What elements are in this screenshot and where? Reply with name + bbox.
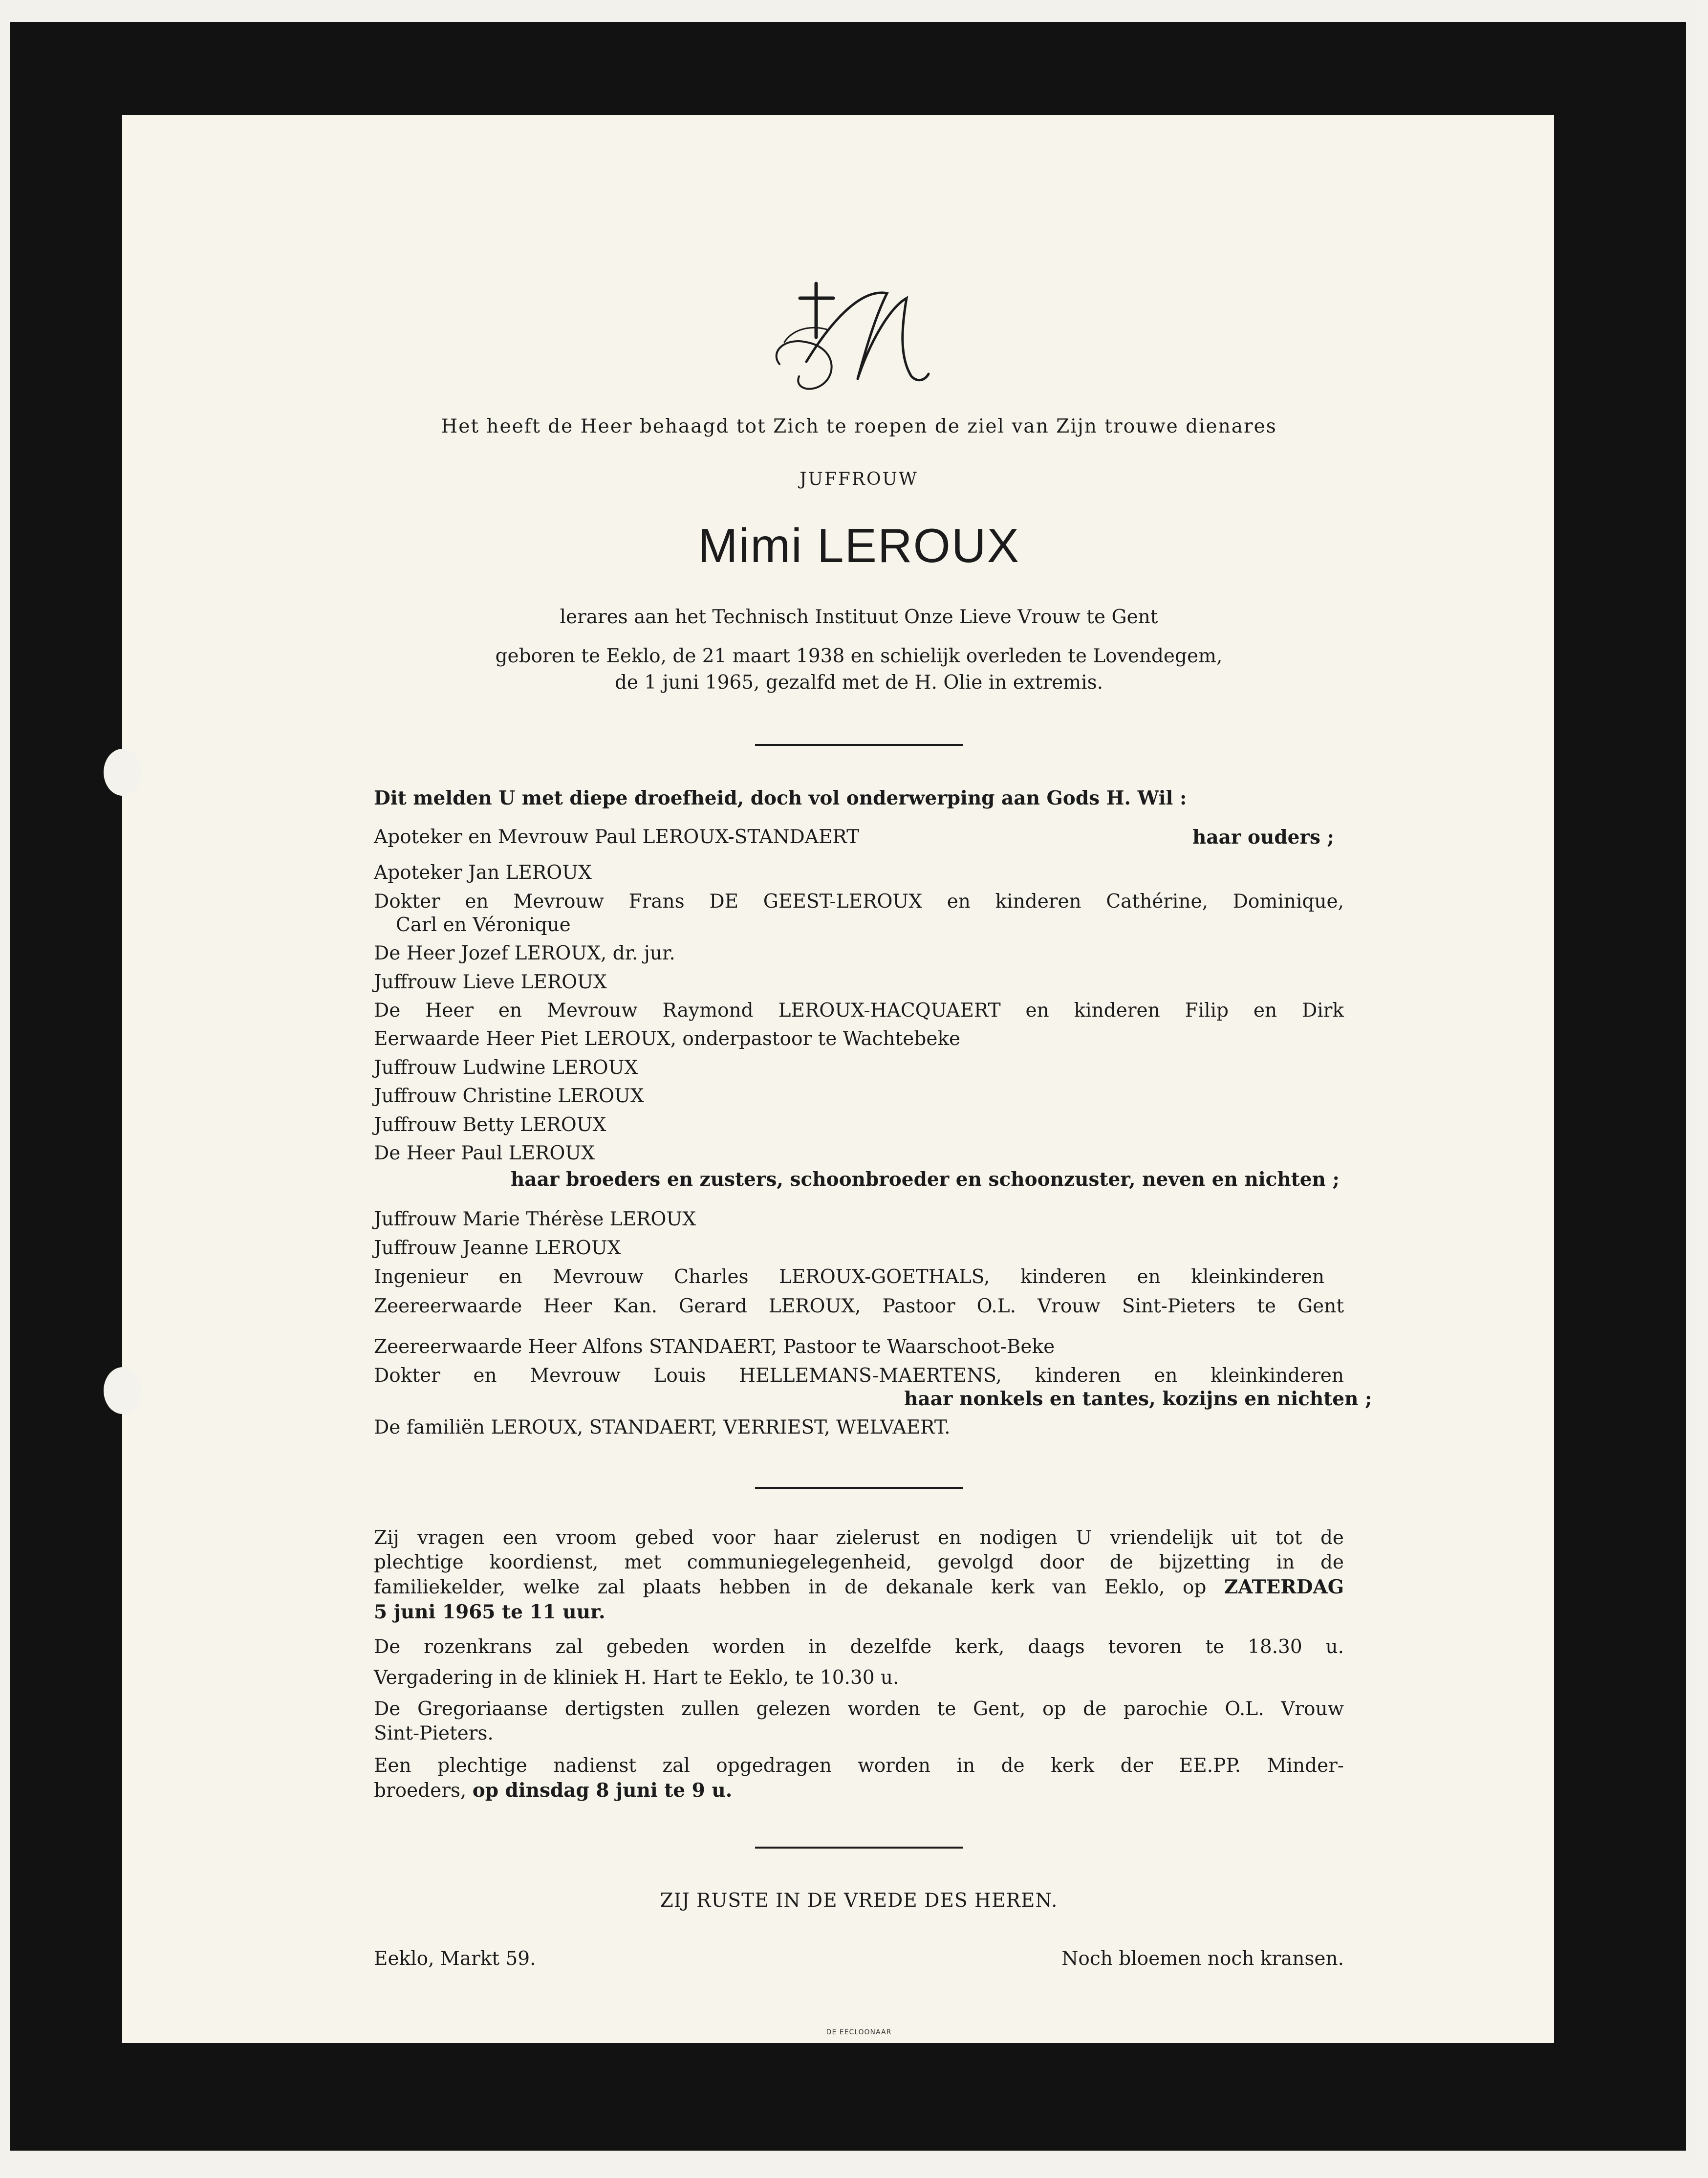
divider [755, 1847, 963, 1849]
deceased-name: Mimi LEROUX [697, 519, 1020, 572]
family-member: Juffrouw Ludwine LEROUX [374, 1057, 638, 1079]
printer-mark: DE EECLOONAAR [826, 2028, 892, 2036]
cross-monogram-icon [765, 279, 931, 396]
family-member: Eerwaarde Heer Piet LEROUX, onderpastoor te Wachtebeke [374, 1028, 961, 1050]
family-member: De Heer en Mevrouw Raymond LEROUX-HACQUAERT en kinderen Filip en Dirk [374, 1000, 1344, 1022]
service-paragraph [374, 1526, 1344, 1624]
gregorian-line: Sint-Pieters. [374, 1722, 494, 1744]
gregorian-line: De Gregoriaanse dertigsten zullen gelezen worden te Gent, op de parochie O.L. Vrouw [374, 1698, 1344, 1720]
parents-relation: haar ouders ; [1192, 826, 1334, 849]
meeting-line: Vergadering in de kliniek H. Hart te Eeklo, te 10.30 u. [374, 1667, 899, 1689]
family-member: Dokter en Mevrouw Frans DE GEEST-LEROUX en kinderen Cathérine, Dominique, [374, 891, 1344, 913]
no-flowers-note: Noch bloemen noch kransen. [1061, 1948, 1344, 1970]
families-line: De familiën LEROUX, STANDAERT, VERRIEST, WELVAERT. [374, 1416, 951, 1438]
divider [755, 744, 963, 746]
rest-in-peace: ZIJ RUSTE IN DE VREDE DES HEREN. [660, 1890, 1058, 1912]
memorial-date: op dinsdag 8 juni te 9 u. [472, 1779, 733, 1802]
punch-hole [104, 1367, 142, 1414]
memorial-line-text: broeders, [374, 1780, 467, 1802]
family-member: Juffrouw Lieve LEROUX [374, 971, 607, 993]
punch-hole [104, 749, 142, 796]
siblings-relation: haar broeders en zusters, schoonbroeder en schoonzuster, neven en nichten ; [511, 1168, 1340, 1191]
meeting-paragraph [374, 1666, 1344, 1690]
family-member: Ingenieur en Mevrouw Charles LEROUX-GOETHALS, kinderen en kleinkinderen [374, 1266, 1324, 1288]
relatives-relation: haar nonkels en tantes, kozijns en nichten ; [904, 1388, 1372, 1410]
family-member: Zeereerwaarde Heer Kan. Gerard LEROUX, Pastoor O.L. Vrouw Sint-Pieters te Gent [374, 1295, 1344, 1317]
occupation-text: lerares aan het Technisch Instituut Onze Lieve Vrouw te Gent [560, 606, 1158, 628]
address: Eeklo, Markt 59. [374, 1948, 536, 1970]
service-line-text: familiekelder, welke zal plaats hebben in de dekanale kerk van Eeklo, op [374, 1576, 1207, 1598]
family-member: Carl en Véronique [396, 914, 571, 936]
memorial-line: Een plechtige nadienst zal opgedragen worden in de kerk der EE.PP. Minder- [374, 1755, 1344, 1777]
family-member: Juffrouw Marie Thérèse LEROUX [374, 1208, 696, 1230]
birth-death-line: de 1 juni 1965, gezalfd met de H. Olie in extremis. [614, 672, 1103, 694]
family-member: Juffrouw Christine LEROUX [374, 1085, 644, 1107]
service-day: ZATERDAG [1224, 1576, 1344, 1598]
memorial-paragraph [374, 1754, 1344, 1803]
service-line: plechtige koordienst, met communiegelegenheid, gevolgd door de bijzetting in de [374, 1551, 1344, 1573]
family-member: Juffrouw Jeanne LEROUX [374, 1237, 621, 1259]
birth-death-line: geboren te Eeklo, de 21 maart 1938 en schielijk overleden te Lovendegem, [495, 645, 1223, 667]
service-line: Zij vragen een vroom gebed voor haar zielerust en nodigen U vriendelijk uit tot de [374, 1527, 1344, 1549]
rosary-line: De rozenkrans zal gebeden worden in dezelfde kerk, daags tevoren te 18.30 u. [374, 1636, 1344, 1658]
family-member: De Heer Jozef LEROUX, dr. jur. [374, 942, 675, 964]
parents-line: Apoteker en Mevrouw Paul LEROUX-STANDAERT [374, 826, 860, 848]
family-member: Dokter en Mevrouw Louis HELLEMANS-MAERTENS, kinderen en kleinkinderen [374, 1365, 1344, 1387]
memorial-line [374, 1778, 1344, 1803]
service-line [374, 1575, 1344, 1600]
intro-text: Het heeft de Heer behaagd tot Zich te roepen de ziel van Zijn trouwe dienares [441, 415, 1277, 437]
divider [755, 1487, 963, 1489]
family-member: De Heer Paul LEROUX [374, 1142, 595, 1164]
announcement: Dit melden U met diepe droefheid, doch vol onderwerping aan Gods H. Wil : [374, 787, 1187, 809]
deceased-title: JUFFROUW [800, 469, 918, 489]
family-member: Zeereerwaarde Heer Alfons STANDAERT, Pastoor te Waarschoot-Beke [374, 1336, 1055, 1358]
family-member: Apoteker Jan LEROUX [374, 862, 592, 884]
family-member: Juffrouw Betty LEROUX [374, 1114, 606, 1136]
rosary-paragraph [374, 1635, 1344, 1659]
service-date: 5 juni 1965 te 11 uur. [374, 1601, 605, 1623]
gregorian-paragraph [374, 1697, 1344, 1746]
